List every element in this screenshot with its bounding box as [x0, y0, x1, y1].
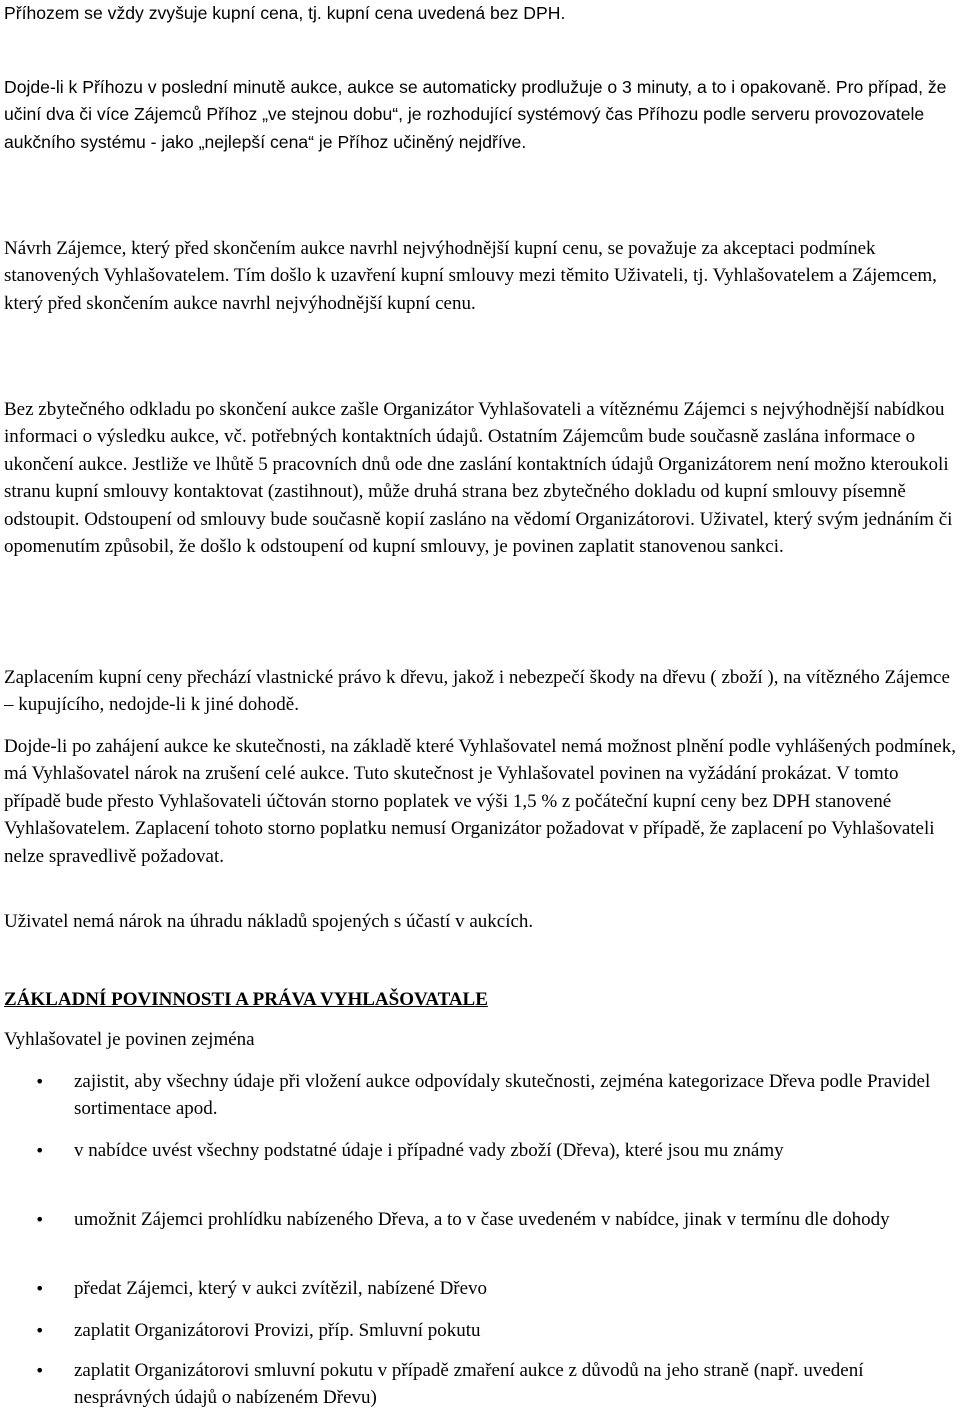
list-item-text: předat Zájemci, který v aukci zvítězil, nabízené Dřevo: [74, 1278, 488, 1299]
list-item-text: v nabídce uvést všechny podstatné údaje i případné vady zboží (Dřeva), které jsou mu známy: [74, 1140, 784, 1161]
bullet-icon: •: [35, 1279, 45, 1298]
bullet-icon: •: [35, 1321, 45, 1340]
list-item: [4, 1357, 956, 1412]
list-item-text: umožnit Zájemci prohlídku nabízeného Dřeva, a to v čase uvedeném v nabídce, jinak v termínu dle dohody: [74, 1209, 890, 1230]
list-item: [4, 1275, 956, 1302]
bullet-icon: •: [35, 1210, 45, 1229]
section-heading: ZÁKLADNÍ POVINNOSTI A PRÁVA VYHLAŠOVATALE: [4, 989, 488, 1010]
list-intro: Vyhlašovatel je povinen zejména: [4, 1029, 255, 1050]
paragraph-contract-acceptance: Návrh Zájemce, který před skončením aukce navrhl nejvýhodnější kupní cenu, se považuje za akceptaci podmínek stanovených Vyhlašovatelem. Tím došlo k uzavření kupní smlouvy mezi těmito Uživateli, tj. Vyhlašovatelem a Zájemcem, který před skončením aukce navrhl nejvýhodnější kupní cenu.: [4, 238, 937, 314]
list-item: [4, 1068, 956, 1123]
paragraph-ownership-transfer: Zaplacením kupní ceny přechází vlastnické právo k dřevu, jakož i nebezpečí škody na dřevu ( zboží ), na vítězného Zájemce – kupujícího, nedojde-li k jiné dohodě.: [4, 667, 950, 716]
bullet-icon: •: [35, 1141, 45, 1160]
list-item: [4, 1317, 956, 1344]
list-item-text: zaplatit Organizátorovi smluvní pokutu v případě zmaření aukce z důvodů na jeho straně (např. uvedení nesprávných údajů o nabízeném Dřevu): [74, 1360, 864, 1409]
list-item-text: zajistit, aby všechny údaje při vložení aukce odpovídaly skutečnosti, zejména kategorizace Dřeva podle Pravidel sortimentace apod.: [74, 1071, 931, 1120]
bullet-icon: •: [35, 1361, 45, 1380]
list-item: [4, 1137, 956, 1164]
paragraph-result-notification: Bez zbytečného odkladu po skončení aukce zašle Organizátor Vyhlašovateli a vítěznému Zájemci s nejvýhodnější nabídkou informaci o výsledku aukce, vč. potřebných kontaktních údajů. Ostatním Zájemcům bude současně zaslána informace o ukončení aukce. Jestliže ve lhůtě 5 pracovních dnů ode dne zaslání kontaktních údajů Organizátorem není možno kteroukoli stranu kupní smlouvy kontaktovat (zastihnout), může druhá strana bez zbytečného dokladu od kupní smlouvy písemně odstoupit. Odstoupení od smlouvy bude současně kopií zasláno na vědomí Organizátorovi. Uživatel, který svým jednáním či opomenutím způsobil, že došlo k odstoupení od kupní smlouvy, je povinen zaplatit stanovenou sankci.: [4, 399, 953, 558]
paragraph-auction-cancellation: Dojde-li po zahájení aukce ke skutečnosti, na základě které Vyhlašovatel nemá možnost plnění podle vyhlášených podmínek, má Vyhlašovatel nárok na zrušení celé aukce. Tuto skutečnost je Vyhlašovatel povinen na vyžádání prokázat. V tomto případě bude přesto Vyhlašovateli účtován storno poplatek ve výši 1,5 % z počáteční kupní ceny bez DPH stanovené Vyhlašovatelem. Zaplacení tohoto storno poplatku nemusí Organizátor požadovat v případě, že zaplacení po Vyhlašovateli nelze spravedlivě požadovat.: [4, 736, 956, 867]
paragraph-bid-increase: Příhozem se vždy zvyšuje kupní cena, tj. kupní cena uvedená bez DPH.: [4, 3, 566, 23]
list-item-text: zaplatit Organizátorovi Provizi, příp. Smluvní pokutu: [74, 1320, 481, 1341]
list-item: [4, 1206, 956, 1233]
bullet-icon: •: [35, 1072, 45, 1091]
paragraph-cost-compensation: Uživatel nemá nárok na úhradu nákladů spojených s účastí v aukcích.: [4, 911, 534, 932]
paragraph-auction-extension: Dojde-li k Příhozu v poslední minutě aukce, aukce se automaticky prodlužuje o 3 minuty, a to i opakovaně. Pro případ, že učiní dva či více Zájemců Příhoz „ve stejnou dobu“, je rozhodující systémový čas Příhozu podle serveru provozovatele aukčního systému - jako „nejlepší cena“ je Příhoz učiněný nejdříve.: [4, 77, 947, 152]
